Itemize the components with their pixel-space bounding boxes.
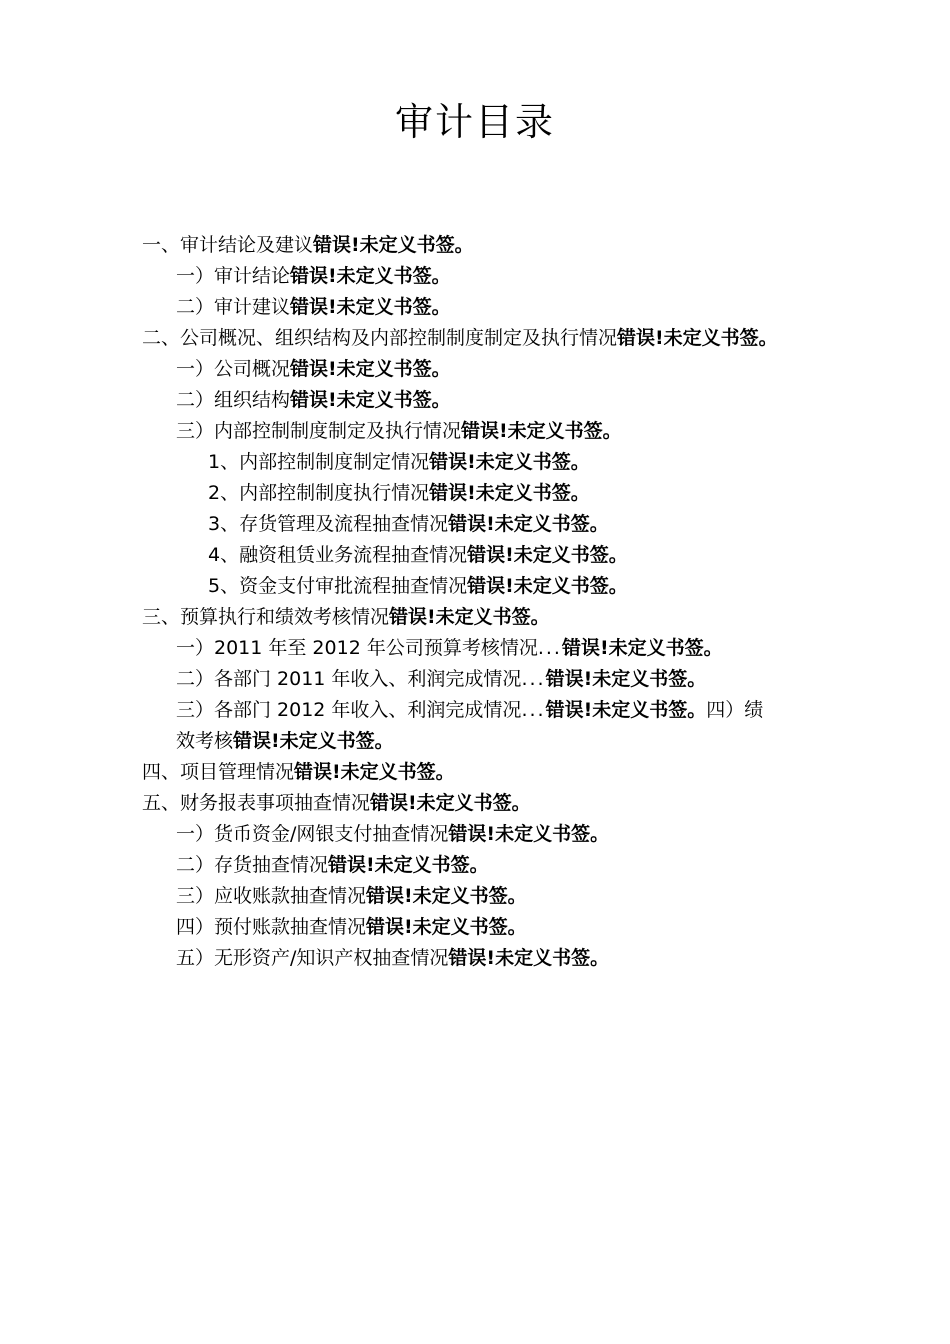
toc-entry-label: 一、审计结论及建议 [142, 234, 314, 256]
toc-entry[interactable] [208, 571, 628, 602]
toc-entry[interactable] [176, 726, 394, 757]
toc-entry-label: 一）货币资金/网银支付抽查情况 [176, 823, 449, 845]
toc-entry[interactable] [176, 850, 489, 881]
toc-entry-leader: ... [521, 668, 546, 690]
toc-entry[interactable] [176, 416, 622, 447]
toc-entry-error: 错误!未定义书签。 [294, 761, 455, 783]
toc-entry-error: 错误!未定义书签。 [313, 234, 474, 256]
toc-entry[interactable] [142, 323, 778, 354]
toc-entry-label: 一）公司概况 [176, 358, 291, 380]
toc-entry[interactable] [176, 292, 451, 323]
toc-entry-label: 二、公司概况、组织结构及内部控制制度制定及执行情况 [142, 327, 618, 349]
toc-entry[interactable] [142, 602, 550, 633]
toc-entry-label: 效考核 [176, 730, 234, 752]
toc-entry[interactable] [176, 385, 451, 416]
toc-entry-error: 错误!未定义书签。 [290, 296, 451, 318]
toc-entry-label: 五、财务报表事项抽查情况 [142, 792, 371, 814]
toc-entry-label: 三）内部控制制度制定及执行情况 [176, 420, 462, 442]
toc-entry[interactable] [176, 664, 706, 695]
toc-entry-error: 错误!未定义书签。 [461, 420, 622, 442]
toc-entry[interactable] [142, 230, 474, 261]
toc-entry-error: 错误!未定义书签。 [233, 730, 394, 752]
toc-entry-error: 错误!未定义书签。 [389, 606, 550, 628]
toc-entry-error: 错误!未定义书签。 [545, 699, 707, 721]
toc-entry-label: 5、资金支付审批流程抽查情况 [208, 575, 468, 597]
toc-entry-label: 1、内部控制制度制定情况 [208, 451, 430, 473]
toc-entry-error: 错误!未定义书签。 [448, 513, 609, 535]
toc-entry-error: 错误!未定义书签。 [366, 916, 527, 938]
toc-entry[interactable] [176, 695, 763, 726]
toc-entry-error: 错误!未定义书签。 [545, 668, 707, 690]
toc-entry-label: 一）2011 年至 2012 年公司预算考核情况 [176, 637, 538, 659]
toc-entry[interactable] [208, 478, 590, 509]
toc-entry-error: 错误!未定义书签。 [561, 637, 723, 659]
toc-entry[interactable] [176, 912, 527, 943]
toc-entry-error: 错误!未定义书签。 [448, 823, 610, 845]
toc-entry-label: 三、预算执行和绩效考核情况 [142, 606, 390, 628]
toc-entry[interactable] [142, 788, 531, 819]
toc-entry[interactable] [208, 540, 628, 571]
toc-entry-label: 一）审计结论 [176, 265, 291, 287]
toc-entry-label: 二）存货抽查情况 [176, 854, 329, 876]
toc-entry-error: 错误!未定义书签。 [370, 792, 531, 814]
toc-entry-label: 3、存货管理及流程抽查情况 [208, 513, 449, 535]
toc-entry-label: 三）应收账款抽查情况 [176, 885, 367, 907]
toc-entry[interactable] [176, 943, 609, 974]
toc-entry-error: 错误!未定义书签。 [328, 854, 489, 876]
toc-entry-error: 错误!未定义书签。 [366, 885, 527, 907]
toc-entry[interactable] [208, 509, 609, 540]
toc-entry-error: 错误!未定义书签。 [467, 544, 628, 566]
toc-entry-error: 错误!未定义书签。 [429, 451, 590, 473]
toc-entry-error: 错误!未定义书签。 [290, 358, 451, 380]
toc-entry[interactable] [176, 633, 723, 664]
toc-entry-error: 错误!未定义书签。 [617, 327, 778, 349]
toc-entry-error: 错误!未定义书签。 [467, 575, 628, 597]
toc-entry-leader: ... [521, 699, 546, 721]
toc-entry-label: 4、融资租赁业务流程抽查情况 [208, 544, 468, 566]
toc-entry-leader: ... [537, 637, 562, 659]
toc-entry[interactable] [142, 757, 455, 788]
toc-entry-label: 二）审计建议 [176, 296, 291, 318]
toc-entry-label: 四、项目管理情况 [142, 761, 295, 783]
toc-entry-error: 错误!未定义书签。 [290, 389, 451, 411]
toc-entry-error: 错误!未定义书签。 [448, 947, 610, 969]
toc-entry-error: 错误!未定义书签。 [429, 482, 590, 504]
toc-entry[interactable] [176, 354, 451, 385]
toc-entry-label: 三）各部门 2012 年收入、利润完成情况 [176, 699, 522, 721]
toc-entry-label: 二）各部门 2011 年收入、利润完成情况 [176, 668, 522, 690]
toc-entry[interactable] [176, 819, 609, 850]
toc-entry-label: 二）组织结构 [176, 389, 291, 411]
toc-entry[interactable] [176, 261, 451, 292]
toc-entry-label: 五）无形资产/知识产权抽查情况 [176, 947, 449, 969]
page-title: 审计目录 [394, 100, 555, 144]
toc-entry-label: 四）预付账款抽查情况 [176, 916, 367, 938]
toc-entry-continuation: 四）绩 [706, 699, 764, 721]
toc-entry-error: 错误!未定义书签。 [290, 265, 451, 287]
toc-entry[interactable] [208, 447, 590, 478]
toc-entry-label: 2、内部控制制度执行情况 [208, 482, 430, 504]
toc-entry[interactable] [176, 881, 527, 912]
